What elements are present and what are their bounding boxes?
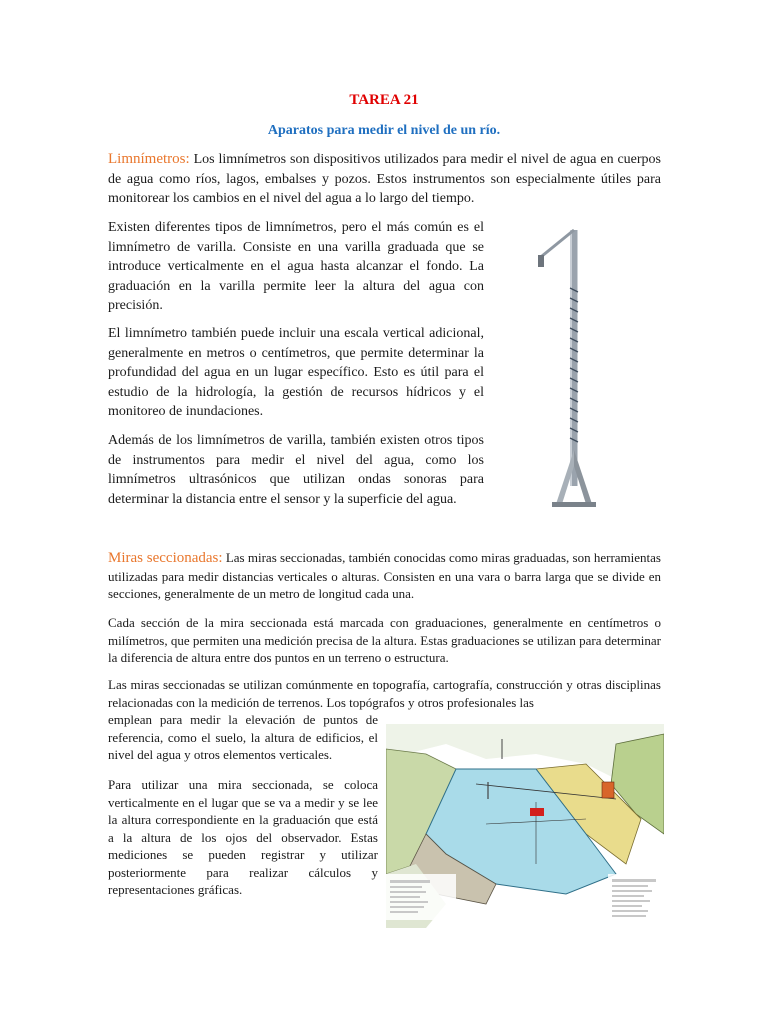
limnimeter-pole-figure: [528, 218, 618, 514]
limnimetros-term: Limnímetros:: [108, 151, 190, 167]
miras-paragraph-3b: emplean para medir la elevación de puntos de referencia, como el suelo, la altura de edificios, el nivel del agua y otros elementos verticales.: [108, 712, 378, 762]
limnimetros-paragraph-2: Existen diferentes tipos de limnímetros, pero el más común es el limnímetro de varilla. Consiste en una varilla graduada que se introduce verticalmente en el agua hasta alcanzar el fondo. La graduación en la varilla permite leer la altura del agua con precisión.: [108, 220, 484, 313]
miras-intro-text: Las miras seccionadas, también conocidas como miras graduadas, son herramientas utilizadas para medir distancias verticales o alturas. Consisten en una vara o barra larga que se divide en secciones, generalmente de un metro de longitud cada una.: [108, 550, 661, 601]
miras-intro-paragraph: [108, 549, 661, 603]
page-title: TAREA 21: [349, 92, 419, 108]
miras-paragraph-2: Cada sección de la mira seccionada está marcada con graduaciones, generalmente en centímetros o milímetros, que permiten una medición precisa de la altura. Estas graduaciones se utilizan para determinar la diferencia de altura entre dos puntos en un terreno o estructura.: [108, 615, 662, 665]
river-measurement-figure: [386, 724, 664, 928]
limnimetros-intro-text: Los limnímetros son dispositivos utilizados para medir el nivel de agua en cuerpos de agua como ríos, lagos, embalses y pozos. Estos instrumentos son especialmente útiles para monitorear los cambios en el nivel del agua a lo largo del tiempo.: [108, 152, 661, 206]
limnimetros-intro-paragraph: [108, 150, 661, 209]
limnimetros-paragraph-3: El limnímetro también puede incluir una escala vertical adicional, generalmente en metros o centímetros, que permite determinar la profundidad del agua en un lugar específico. Esto es útil para el estudio de la hidrología, la gestión de recursos hídricos y el monitoreo de inundaciones.: [108, 326, 484, 419]
page-subtitle: Aparatos para medir el nivel de un río.: [267, 123, 501, 138]
miras-term: Miras seccionadas:: [108, 550, 223, 566]
limnimetros-paragraph-4: Además de los limnímetros de varilla, también existen otros tipos de instrumentos para medir el nivel del agua, como los limnímetros ultrasónicos que utilizan ondas sonoras para determinar la distancia entre el sensor y la superficie del agua.: [108, 433, 484, 507]
miras-paragraph-3a: Las miras seccionadas se utilizan comúnmente en topografía, cartografía, construcción y otras disciplinas relacionadas con la medición de terrenos. Los topógrafos y otros profesionales las: [108, 677, 661, 710]
miras-paragraph-4: Para utilizar una mira seccionada, se coloca verticalmente en el lugar que se va a medir y se lee la altura correspondiente en la graduación que está a la altura de los ojos del observador. Estas mediciones se pueden registrar y utilizar posteriormente para realizar cálculos y representaciones gráficas.: [108, 777, 378, 897]
